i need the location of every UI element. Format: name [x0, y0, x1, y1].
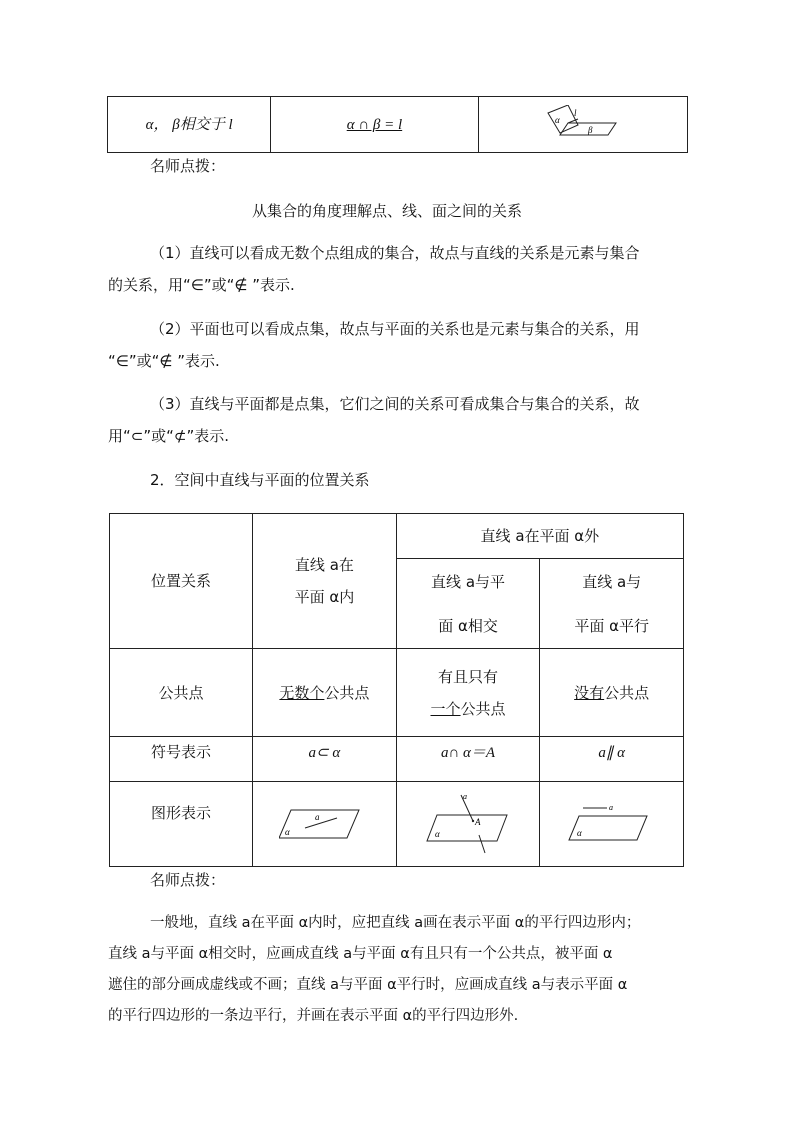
symbol-in-cell — [253, 737, 397, 782]
intersect-header-cell — [396, 559, 540, 649]
top-table-relation-text: α， β相交于 l — [145, 117, 233, 133]
common-intersect-underlined: 一个 — [430, 699, 461, 718]
intersect-line1: 直线 a与平 — [431, 572, 506, 591]
parallel-header-cell — [540, 559, 684, 649]
p1-line1: （1）直线可以看成无数个点组成的集合，故点与直线的关系是元素与集合 — [150, 244, 640, 262]
common-intersect-rest: 公共点 — [460, 699, 506, 718]
parallel-line2: 平面 α平行 — [574, 616, 649, 635]
outside-plane-label: 直线 a在平面 α外 — [480, 527, 600, 545]
intersecting-planes-figure — [538, 105, 628, 145]
symbol-intersect: a∩ α＝A — [440, 745, 496, 761]
p3-line1: （3）直线与平面都是点集，它们之间的关系可看成集合与集合的关系，故 — [150, 395, 640, 413]
position-relation-label-cell — [110, 514, 253, 649]
common-in-underlined: 无数个 — [279, 683, 325, 702]
symbol-parallel: a∥ α — [598, 745, 625, 761]
top-table-symbol-text: α ∩ β = l — [346, 117, 403, 133]
figure-in-cell — [253, 782, 397, 867]
figure-label: 图形表示 — [151, 804, 212, 822]
final-line4: 的平行四边形的一条边平行，并画在表示平面 α的平行四边形外. — [108, 1008, 519, 1024]
symbol-in: a⊂ α — [308, 745, 341, 761]
p3-line2: 用“⊂”或“⊄”表示. — [108, 427, 229, 445]
fig-in-a-label: a — [315, 812, 320, 822]
in-plane-header-cell — [253, 514, 397, 649]
top-table — [107, 96, 688, 153]
fig-parallel-a-label: a — [608, 802, 613, 812]
p2-line1: （2）平面也可以看成点集，故点与平面的关系也是元素与集合的关系，用 — [150, 320, 640, 338]
in-plane-line2: 平面 α内 — [294, 588, 355, 606]
final-line2: 直线 a与平面 α相交时，应画成直线 a与平面 α有且只有一个公共点，被平面 α — [108, 946, 613, 962]
fig-intersect-a-label: a — [463, 792, 468, 801]
fig-l-label: l — [573, 107, 577, 118]
section2-title: 2．空间中直线与平面的位置关系 — [150, 471, 370, 489]
p1-line2: 的关系，用“∈”或“∉ ”表示. — [108, 276, 295, 294]
line-intersect-plane-figure — [423, 789, 513, 859]
relation-table — [109, 513, 684, 867]
symbol-parallel-cell — [540, 737, 684, 782]
fig-beta-label: β — [587, 124, 593, 135]
in-plane-line1: 直线 a在 — [294, 556, 354, 574]
fig-intersect-alpha-label: α — [435, 829, 440, 839]
common-intersect-line1: 有且只有 — [438, 667, 499, 686]
fig-intersect-A-label: A — [475, 817, 481, 827]
figure-intersect-cell — [396, 782, 540, 867]
symbol-label: 符号表示 — [151, 743, 212, 761]
p2-line2: “∈”或“∉ ”表示. — [108, 352, 220, 370]
outside-plane-header-cell — [396, 514, 683, 559]
line-parallel-plane-figure — [567, 802, 657, 847]
position-relation-label: 位置关系 — [151, 572, 212, 590]
common-parallel-rest: 公共点 — [604, 683, 650, 702]
parallel-line1: 直线 a与 — [582, 572, 642, 591]
top-table-cell-symbol — [271, 97, 478, 153]
fig-alpha-label: α — [554, 114, 560, 125]
figure-label-cell — [110, 782, 253, 867]
fig-in-alpha-label: α — [285, 827, 291, 837]
common-parallel-cell — [540, 649, 684, 737]
symbol-intersect-cell — [396, 737, 540, 782]
tip-heading-2: 名师点拨： — [150, 871, 226, 889]
final-line3: 遮住的部分画成虚线或不画；直线 a与平面 α平行时，应画成直线 a与表示平面 α — [108, 977, 628, 993]
line-in-plane-figure — [279, 804, 369, 844]
common-points-label: 公共点 — [158, 683, 204, 702]
common-intersect-cell — [396, 649, 540, 737]
intersect-line2: 面 α相交 — [438, 616, 498, 635]
common-points-label-cell — [110, 649, 253, 737]
figure-parallel-cell — [540, 782, 684, 867]
symbol-label-cell — [110, 737, 253, 782]
common-in-cell — [253, 649, 397, 737]
common-in-rest: 公共点 — [324, 683, 370, 702]
common-parallel-underlined: 没有 — [574, 683, 605, 702]
top-table-cell-relation — [108, 97, 271, 153]
tip-heading-1: 名师点拨： — [150, 157, 226, 175]
top-table-cell-figure — [478, 97, 688, 153]
section-title: 从集合的角度理解点、线、面之间的关系 — [252, 202, 523, 220]
fig-parallel-alpha-label: α — [576, 827, 582, 838]
final-line1: 一般地，直线 a在平面 α内时，应把直线 a画在表示平面 α的平行四边形内； — [150, 915, 641, 931]
